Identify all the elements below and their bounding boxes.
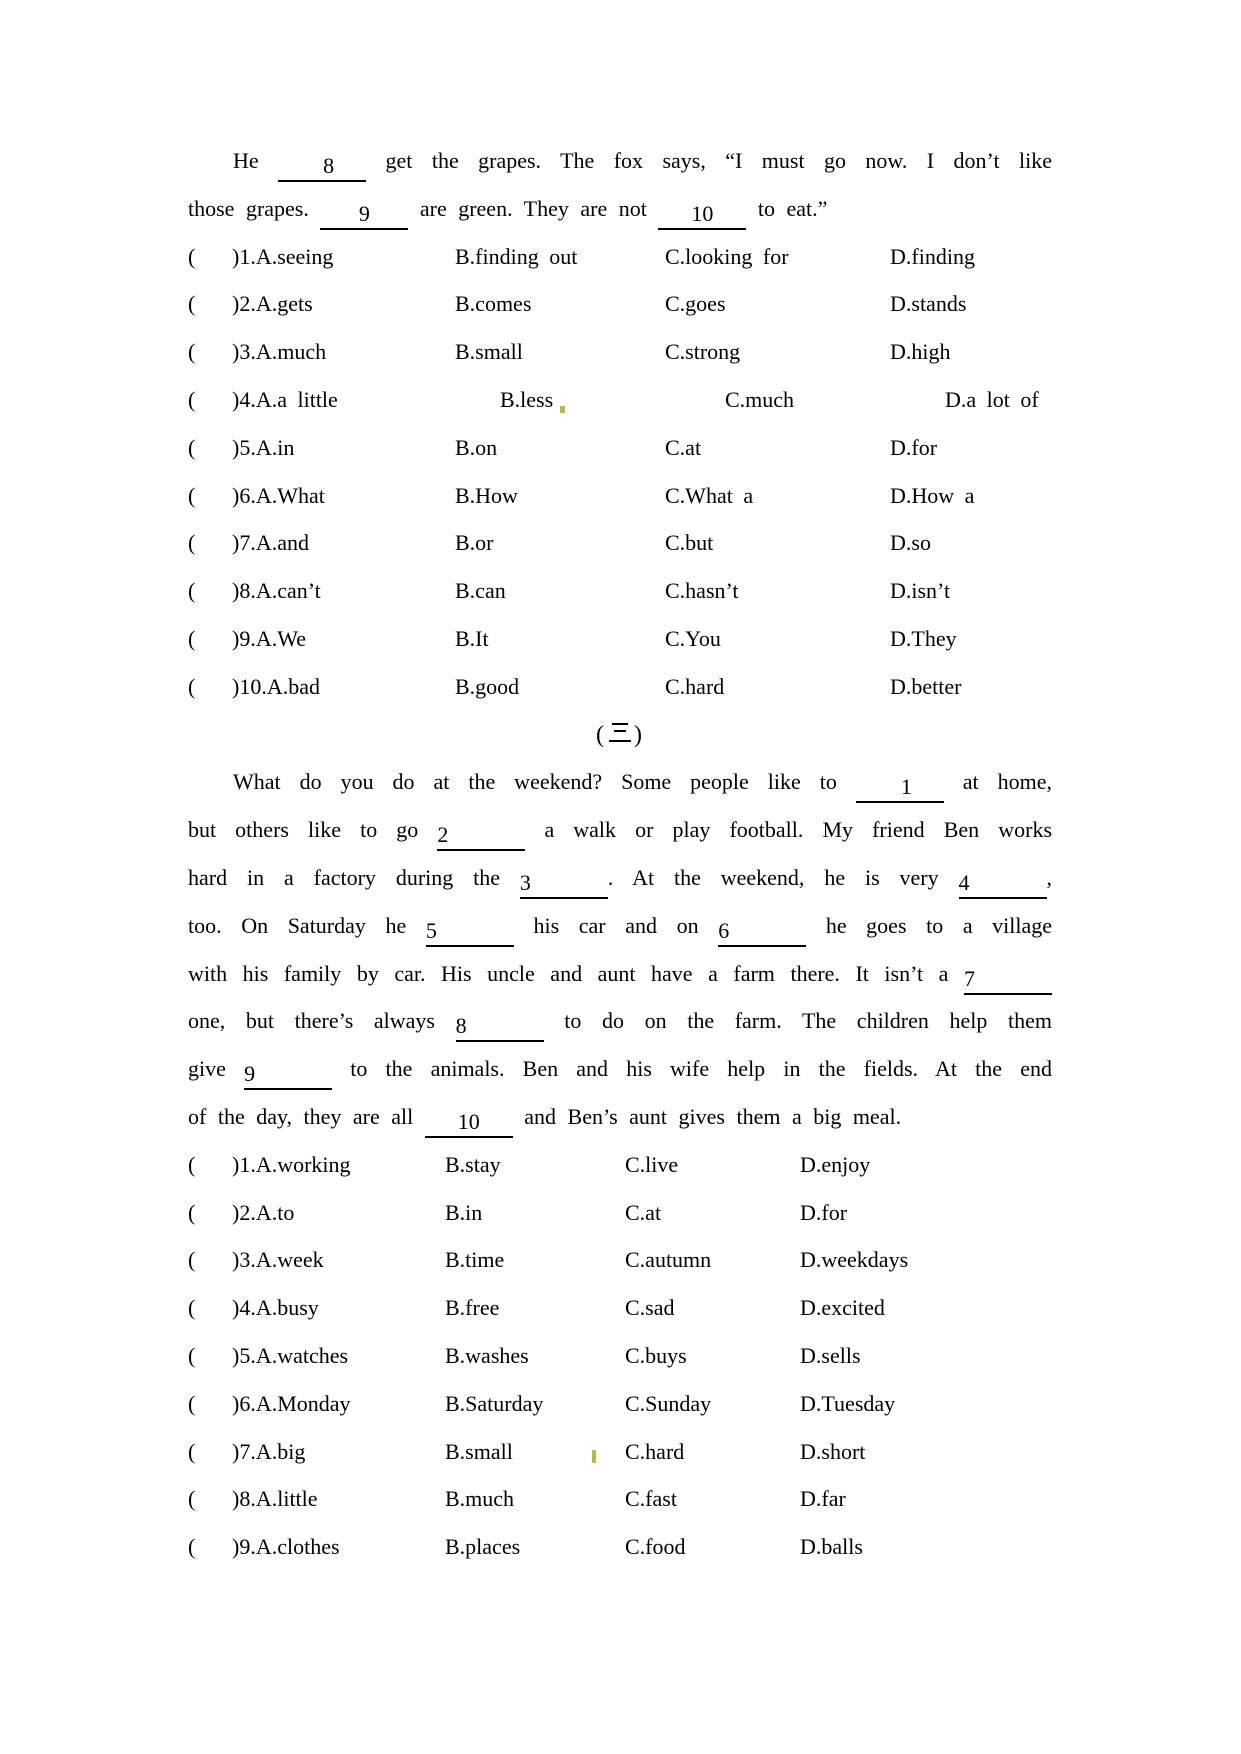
- passage-line: [188, 758, 1052, 806]
- passage-text: his car and on: [533, 912, 699, 938]
- passage-text: hard in a factory during the: [188, 864, 501, 890]
- option-a-cell: [232, 1475, 318, 1523]
- option-a: A.We: [255, 625, 306, 651]
- question-number: 6.: [239, 482, 256, 508]
- option-d: D.Tuesday: [800, 1390, 896, 1416]
- answer-bracket[interactable]: (: [188, 386, 196, 412]
- option-b: B.It: [455, 625, 489, 651]
- cloze-blank[interactable]: [244, 1058, 332, 1090]
- question-row: [188, 567, 1052, 615]
- option-a-cell: [232, 1380, 351, 1428]
- answer-bracket[interactable]: (: [188, 339, 196, 365]
- option-b: B.Saturday: [445, 1390, 544, 1416]
- bracket-close: ): [232, 1151, 240, 1177]
- cloze-blank[interactable]: [658, 198, 746, 230]
- bracket-close: ): [232, 291, 240, 317]
- answer-bracket[interactable]: (: [188, 578, 196, 604]
- question-number: 3.: [239, 339, 256, 365]
- cloze-blank[interactable]: [718, 915, 806, 947]
- passage-line: [188, 997, 1052, 1045]
- answer-bracket[interactable]: (: [188, 243, 196, 269]
- option-c: C.What a: [665, 482, 754, 508]
- kanji-three-glyph: [609, 723, 631, 742]
- cloze-blank[interactable]: [278, 150, 366, 182]
- option-c: C.strong: [665, 339, 741, 365]
- option-a: A.little: [255, 1486, 318, 1512]
- option-d: D.short: [800, 1438, 866, 1464]
- bracket-close: ): [232, 482, 240, 508]
- passage-line: [188, 950, 1052, 998]
- option-b: B.on: [455, 434, 498, 460]
- option-a: A.clothes: [255, 1534, 340, 1560]
- passage-text: at home,: [962, 769, 1052, 795]
- section-three-title: [188, 711, 1052, 759]
- blank-number: 9: [358, 200, 370, 226]
- passage-text: too. On Saturday he: [188, 912, 407, 938]
- passage-text: ,: [1046, 864, 1053, 890]
- blank-number: 7: [964, 965, 975, 991]
- answer-bracket[interactable]: (: [188, 673, 196, 699]
- question-row: [188, 472, 1052, 520]
- option-b: B.small: [455, 339, 523, 365]
- option-c: C.at: [665, 434, 702, 460]
- artifact-dash: [592, 1450, 596, 1463]
- option-c: C.food: [625, 1534, 686, 1560]
- blank-number: 4: [958, 869, 970, 895]
- blank-number: 3: [519, 869, 531, 895]
- option-c: C.much: [725, 386, 795, 412]
- answer-bracket[interactable]: (: [188, 1534, 196, 1560]
- passage-text: . At the weekend, he is very: [607, 864, 939, 890]
- answer-bracket[interactable]: (: [188, 625, 196, 651]
- option-a-cell: [232, 424, 294, 472]
- question-row: [188, 1332, 1052, 1380]
- option-b: B.finding out: [455, 243, 578, 269]
- question-row: [188, 280, 1052, 328]
- question-row: [188, 1475, 1052, 1523]
- option-d: D.a lot of: [945, 386, 1039, 412]
- question-number: 4.: [239, 386, 256, 412]
- question-row: [188, 1523, 1052, 1571]
- answer-bracket[interactable]: (: [188, 1151, 196, 1177]
- cloze-blank[interactable]: [520, 867, 608, 899]
- bracket-close: ): [232, 1342, 240, 1368]
- option-a: A.working: [255, 1151, 351, 1177]
- answer-bracket[interactable]: (: [188, 1199, 196, 1225]
- bracket-close: ): [232, 386, 240, 412]
- passage-line: [188, 806, 1052, 854]
- option-d: D.isn’t: [890, 578, 951, 604]
- option-a: A.to: [255, 1199, 295, 1225]
- passage-text: and Ben’s aunt gives them a big meal.: [524, 1103, 902, 1129]
- option-a-cell: [232, 1428, 305, 1476]
- question-row: [188, 663, 1052, 711]
- question-number: 5.: [239, 1342, 256, 1368]
- passage-line: [188, 854, 1052, 902]
- option-b: B.or: [455, 530, 494, 556]
- bracket-close: ): [232, 1199, 240, 1225]
- question-number: 7.: [239, 1438, 256, 1464]
- option-d: D.excited: [800, 1295, 885, 1321]
- bracket-close: ): [232, 673, 240, 699]
- option-d: D.They: [890, 625, 957, 651]
- passage-text: to the animals. Ben and his wife help in the fields. At the end: [350, 1056, 1052, 1082]
- option-c: C.sad: [625, 1295, 675, 1321]
- option-c: C.Sunday: [625, 1390, 712, 1416]
- option-d: D.How a: [890, 482, 975, 508]
- bracket-close: ): [232, 1534, 240, 1560]
- option-b: B.places: [445, 1534, 521, 1560]
- passage-text: get the grapes. The fox says, “I must go now. I don’t like: [385, 148, 1053, 173]
- question-number: 2.: [239, 1199, 256, 1225]
- option-b: B.can: [455, 578, 506, 604]
- option-a: A.a little: [255, 386, 338, 412]
- option-c: C.looking for: [665, 243, 789, 269]
- option-b: B.How: [455, 482, 518, 508]
- option-a: A.watches: [255, 1342, 349, 1368]
- option-a-cell: [232, 1284, 319, 1332]
- option-a-cell: [232, 376, 338, 424]
- blank-number: 9: [244, 1061, 256, 1087]
- passage-text: What do you do at the weekend? Some people like to: [233, 769, 837, 795]
- option-d: D.far: [800, 1486, 846, 1512]
- option-b: B.washes: [445, 1342, 529, 1368]
- option-d: D.weekdays: [800, 1247, 909, 1273]
- passage-text: of the day, they are all: [188, 1103, 414, 1129]
- option-a: A.busy: [255, 1295, 319, 1321]
- option-b: B.small: [445, 1438, 513, 1464]
- option-a-cell: [232, 233, 333, 281]
- blank-number: 2: [437, 822, 449, 848]
- passage-text: with his family by car. His uncle and aunt have a farm there. It isn’t a: [188, 960, 949, 986]
- question-row: [188, 1189, 1052, 1237]
- passage-line: [188, 902, 1052, 950]
- option-d: D.finding: [890, 243, 975, 269]
- question-row: [188, 1284, 1052, 1332]
- cloze-blank[interactable]: [964, 963, 1052, 995]
- bracket-close: ): [232, 625, 240, 651]
- bracket-close: ): [232, 1486, 240, 1512]
- cloze-blank[interactable]: [856, 771, 944, 803]
- question-number: 9.: [239, 1534, 256, 1560]
- option-b: B.less: [500, 386, 554, 412]
- blank-number: 10: [691, 200, 714, 226]
- passage-line: [188, 137, 1052, 185]
- option-a-cell: [232, 1141, 351, 1189]
- passage-text: to eat.”: [757, 195, 828, 221]
- option-d: D.sells: [800, 1342, 861, 1368]
- answer-bracket[interactable]: (: [188, 1486, 196, 1512]
- option-a-cell: [232, 472, 325, 520]
- option-d: D.balls: [800, 1534, 863, 1560]
- grapes-question-block: [188, 233, 1052, 711]
- bracket-close: ): [232, 1295, 240, 1321]
- option-a: A.gets: [255, 291, 313, 317]
- option-a-cell: [232, 1523, 340, 1571]
- bracket-close: ): [232, 1247, 240, 1273]
- option-b: B.much: [445, 1486, 515, 1512]
- option-a: A.week: [255, 1247, 324, 1273]
- option-a: A.Monday: [255, 1390, 351, 1416]
- passage-text: to do on the farm. The children help them: [564, 1008, 1052, 1034]
- option-c: C.hasn’t: [665, 578, 739, 604]
- option-a: A.seeing: [255, 243, 334, 269]
- question-row: [188, 1428, 1052, 1476]
- option-a-cell: [232, 519, 309, 567]
- option-a: A.and: [255, 530, 309, 556]
- cloze-passage-weekend: [188, 758, 1052, 1571]
- option-a-cell: [232, 615, 306, 663]
- question-number: 10.: [239, 673, 267, 699]
- answer-bracket[interactable]: (: [188, 1247, 196, 1273]
- option-d: D.for: [800, 1199, 848, 1225]
- question-number: 2.: [239, 291, 256, 317]
- option-b: B.free: [445, 1295, 500, 1321]
- answer-bracket[interactable]: (: [188, 1295, 196, 1321]
- option-a: A.in: [255, 434, 295, 460]
- question-row: [188, 1380, 1052, 1428]
- cloze-blank[interactable]: [437, 819, 525, 851]
- question-row: [188, 328, 1052, 376]
- passage-text: but others like to go: [188, 817, 419, 843]
- answer-bracket[interactable]: (: [188, 1342, 196, 1368]
- bracket-close: ): [232, 243, 240, 269]
- answer-bracket[interactable]: (: [188, 1438, 196, 1464]
- blank-number: 6: [718, 917, 730, 943]
- question-number: 3.: [239, 1247, 256, 1273]
- option-d: D.better: [890, 673, 962, 699]
- weekend-passage-lines: [188, 758, 1052, 1140]
- option-b: B.stay: [445, 1151, 501, 1177]
- weekend-question-block: [188, 1141, 1052, 1571]
- question-number: 7.: [239, 530, 256, 556]
- answer-bracket[interactable]: (: [188, 1390, 196, 1416]
- cloze-passage-grapes: [188, 137, 1052, 711]
- question-number: 9.: [239, 625, 256, 651]
- option-d: D.enjoy: [800, 1151, 871, 1177]
- blank-number: 8: [455, 1013, 467, 1039]
- blank-number: 8: [323, 153, 335, 178]
- question-number: 6.: [239, 1390, 256, 1416]
- option-b: B.time: [445, 1247, 505, 1273]
- cloze-blank[interactable]: [425, 1106, 513, 1138]
- option-b: B.comes: [455, 291, 532, 317]
- title-paren-close: ): [634, 721, 644, 748]
- passage-text: a walk or play football. My friend Ben works: [544, 817, 1053, 843]
- question-number: 5.: [239, 434, 256, 460]
- passage-text: those grapes.: [188, 195, 309, 221]
- answer-bracket[interactable]: (: [188, 482, 196, 508]
- passage-text: he goes to a village: [825, 912, 1053, 938]
- option-c: C.autumn: [625, 1247, 712, 1273]
- question-row: [188, 376, 1052, 424]
- option-c: C.buys: [625, 1342, 687, 1368]
- bracket-close: ): [232, 1438, 240, 1464]
- question-number: 1.: [239, 243, 256, 269]
- option-a-cell: [232, 663, 320, 711]
- option-c: C.live: [625, 1151, 679, 1177]
- cloze-blank[interactable]: [959, 867, 1047, 899]
- option-c: C.fast: [625, 1486, 677, 1512]
- worksheet-content: [188, 137, 1052, 1571]
- option-b: B.in: [445, 1199, 483, 1225]
- option-c: C.hard: [625, 1438, 685, 1464]
- passage-text: are green. They are not: [419, 195, 647, 221]
- option-a: A.What: [255, 482, 325, 508]
- option-a: A.much: [255, 339, 327, 365]
- artifact-dot: [560, 406, 565, 413]
- passage-line: [188, 1093, 1052, 1141]
- blank-number: 5: [425, 917, 437, 943]
- option-d: D.so: [890, 530, 931, 556]
- grapes-passage-lines: [188, 137, 1052, 233]
- option-c: C.at: [625, 1199, 662, 1225]
- passage-line: [188, 1045, 1052, 1093]
- answer-bracket[interactable]: (: [188, 291, 196, 317]
- title-paren-open: (: [596, 721, 606, 748]
- cloze-blank[interactable]: [456, 1010, 544, 1042]
- passage-text: one, but there’s always: [188, 1008, 435, 1034]
- bracket-close: ): [232, 1390, 240, 1416]
- option-a-cell: [232, 567, 321, 615]
- passage-line: [188, 185, 1052, 233]
- question-row: [188, 233, 1052, 281]
- passage-text: give: [188, 1056, 226, 1082]
- option-a-cell: [232, 1236, 324, 1284]
- question-row: [188, 424, 1052, 472]
- answer-bracket[interactable]: (: [188, 530, 196, 556]
- option-d: D.for: [890, 434, 938, 460]
- option-a-cell: [232, 1189, 294, 1237]
- question-number: 4.: [239, 1295, 256, 1321]
- question-number: 8.: [239, 578, 256, 604]
- blank-number: 1: [900, 774, 912, 800]
- question-row: [188, 1141, 1052, 1189]
- bracket-close: ): [232, 434, 240, 460]
- option-a-cell: [232, 328, 326, 376]
- question-number: 8.: [239, 1486, 256, 1512]
- option-c: C.but: [665, 530, 714, 556]
- question-row: [188, 615, 1052, 663]
- option-c: C.You: [665, 625, 721, 651]
- option-a-cell: [232, 1332, 348, 1380]
- option-c: C.hard: [665, 673, 725, 699]
- cloze-blank[interactable]: [426, 915, 514, 947]
- bracket-close: ): [232, 530, 240, 556]
- option-a: A.bad: [266, 673, 320, 699]
- cloze-blank[interactable]: [320, 198, 408, 230]
- passage-text: He: [233, 148, 259, 173]
- option-a-cell: [232, 280, 313, 328]
- option-a: A.can’t: [255, 578, 321, 604]
- option-b: B.good: [455, 673, 520, 699]
- answer-bracket[interactable]: (: [188, 434, 196, 460]
- question-row: [188, 519, 1052, 567]
- blank-number: 10: [457, 1108, 480, 1134]
- option-a: A.big: [255, 1438, 306, 1464]
- bracket-close: ): [232, 339, 240, 365]
- option-d: D.high: [890, 339, 951, 365]
- bracket-close: ): [232, 578, 240, 604]
- option-c: C.goes: [665, 291, 726, 317]
- option-d: D.stands: [890, 291, 967, 317]
- question-row: [188, 1236, 1052, 1284]
- question-number: 1.: [239, 1151, 256, 1177]
